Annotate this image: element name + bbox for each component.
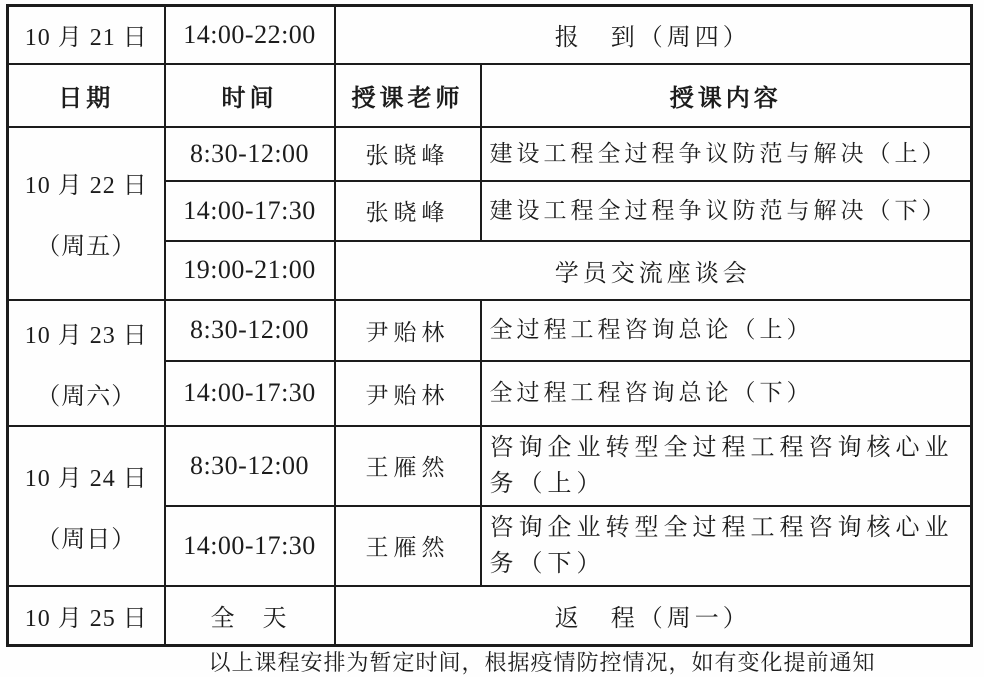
departure-time: 全 天 — [165, 586, 335, 646]
session-content: 全过程工程咨询总论（下） — [481, 361, 972, 426]
session-row — [8, 426, 972, 506]
session-row — [8, 300, 972, 361]
session-teacher: 张晓峰 — [335, 181, 481, 241]
header-content: 授课内容 — [481, 64, 972, 127]
header-date: 日期 — [8, 64, 165, 127]
session-content: 咨询企业转型全过程工程咨询核心业务（上） — [481, 426, 972, 506]
arrival-date: 10 月 21 日 — [8, 6, 165, 64]
day2-date: 10 月 23 日 — [24, 322, 148, 349]
arrival-time: 14:00-22:00 — [165, 6, 335, 64]
session-time: 8:30-12:00 — [165, 300, 335, 361]
session-content: 全过程工程咨询总论（上） — [481, 300, 972, 361]
session-time: 8:30-12:00 — [165, 426, 335, 506]
session-teacher: 尹贻林 — [335, 300, 481, 361]
departure-date: 10 月 25 日 — [8, 586, 165, 646]
day1-weekday: （周五） — [36, 234, 137, 260]
day3-date: 10 月 24 日 — [24, 465, 148, 492]
departure-row — [8, 586, 972, 646]
schedule-footnote: 以上课程安排为暂定时间，根据疫情防控情况，如有变化提前通知 — [208, 650, 876, 675]
column-header-row — [8, 64, 972, 127]
day2-date-cell — [8, 300, 165, 426]
course-schedule-table — [6, 4, 973, 647]
session-time: 14:00-17:30 — [165, 506, 335, 586]
session-teacher: 王雁然 — [335, 426, 481, 506]
session-time: 14:00-17:30 — [165, 181, 335, 241]
arrival-activity: 报 到（周四） — [335, 6, 972, 64]
session-time: 19:00-21:00 — [165, 241, 335, 300]
header-time: 时间 — [165, 64, 335, 127]
day3-weekday: （周日） — [36, 526, 137, 553]
departure-activity: 返 程（周一） — [335, 586, 972, 646]
session-activity: 学员交流座谈会 — [335, 241, 972, 300]
arrival-row — [8, 6, 972, 64]
session-content: 咨询企业转型全过程工程咨询核心业务（下） — [481, 506, 972, 586]
session-content: 建设工程全过程争议防范与解决（上） — [481, 127, 972, 181]
session-row — [8, 127, 972, 181]
day3-date-cell — [8, 426, 165, 586]
session-content: 建设工程全过程争议防范与解决（下） — [481, 181, 972, 241]
session-time: 8:30-12:00 — [165, 127, 335, 181]
session-teacher: 张晓峰 — [335, 127, 481, 181]
day1-date-cell — [8, 127, 165, 300]
session-time: 14:00-17:30 — [165, 361, 335, 426]
session-teacher: 王雁然 — [335, 506, 481, 586]
header-teacher: 授课老师 — [335, 64, 481, 127]
day2-weekday: （周六） — [36, 383, 137, 410]
session-teacher: 尹贻林 — [335, 361, 481, 426]
day1-date: 10 月 22 日 — [24, 173, 148, 199]
